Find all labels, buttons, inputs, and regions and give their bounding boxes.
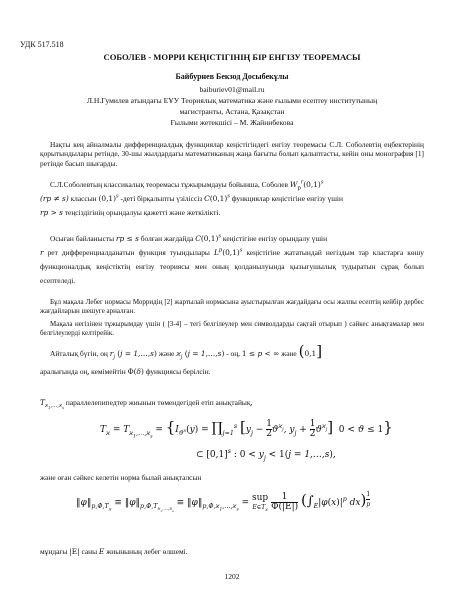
t-kappa-set-symbol: $T_{ϰ_1,\dots,ϰ_s}$	[40, 398, 65, 411]
p2-text-b: классын	[70, 194, 97, 203]
p3-text-d: рет дифференциалданатын функция туындылары	[47, 248, 210, 257]
p2-text-e: теңсіздігінің орындалуы қажетті және жеткілікті.	[64, 208, 221, 217]
p6-text-c: - оң,	[226, 349, 240, 358]
paragraph-parallelepipeds	[40, 398, 424, 409]
p3-text-b: болған жағдайда	[140, 234, 194, 243]
paragraph-embedding-question	[40, 232, 424, 288]
p-range-formula: 1 ≤ p < ∞	[241, 349, 280, 358]
udc-code: УДК 517.518	[20, 40, 64, 49]
parallelepiped-definition-formula: $T_ϰ = T_{ϰ_1,\dots,ϰ_s} = \{I_{ϑ^ϰ}(y)$ = $\prod_{j=1}^s$ [$y_j$ − $\frac{1}{2}$ $ϑ^{ϰ_j}$, $y_j$ + $\frac{1}{2}$ $ϑ^{ϰ_j}$] 0 < ϑ ≤ 1}	[100, 418, 393, 440]
p6-text-b: және	[158, 349, 175, 358]
sobolev-space-formula: $W_p^r(0,1)^s$	[289, 179, 324, 192]
paper-title: СОБОЛЕВ - МОРРИ КЕҢІСТІГІНІҢ БІР ЕНГІЗУ ТЕОРЕМАСЫ	[103, 52, 361, 62]
continuous-space-formula-2: $C(0,1)^s$	[195, 233, 222, 243]
rp-le-s-formula: rp ≤ s	[115, 234, 139, 243]
supervisor: Ғылыми жетекшісі – М. Жайнибекова	[170, 118, 294, 127]
lebesgue-space-formula: $L^p(0,1)^s$	[213, 247, 243, 257]
interval-formula: (0,1]	[298, 342, 323, 360]
abs-e-formula: |E|	[69, 547, 80, 556]
rp-neq-s-formula: (rp ≠ s)	[40, 194, 69, 203]
continuous-space-formula: $C(0,1)^s$	[204, 193, 230, 203]
paragraph-assumptions	[40, 342, 424, 381]
affiliation-line-2: магистранты, Астана, Қазақстан	[179, 107, 285, 116]
p10-text-a: мұндағы	[40, 547, 68, 556]
paragraph-sobolev-theorem	[40, 178, 424, 220]
morrey-norm-formula: $‖\varphi‖_{p,\Phi,T_ϰ}$ ≡ $‖\varphi‖_{p,\Phi,T_{ϰ_1,\dots,ϰ_s}}$ ≡ $‖\varphi‖_{p,\Phi,ϰ_1,\dots,ϰ_s}$ = sup $E\in T_ϰ$ $\frac{1}{\Phi(|E|)}$ ($\int_E|\varphi(x)|^p$ dx) $^{\frac{1}{p}}$	[76, 491, 371, 513]
p10-text-c: жиынының лебег өлшемі.	[106, 547, 188, 556]
phi-delta-formula: Φ(δ)	[127, 367, 144, 376]
page-number: 1202	[224, 572, 240, 581]
p7-text-b: функциясы берілсін.	[145, 367, 211, 376]
p3-text-c: кеңістігіне енгізу орындалу үшін	[222, 234, 328, 243]
paragraph-notation: Мақала негізінен тұжырымдау үшін ( [3-4] – тегі белгілеулер мен символдарды сақтай отырып ) сәйкес анықтамалар мен белгілеулерді келтірейік.	[40, 320, 424, 337]
p2-text-c: -деті бірқалыпты үзіліссіз	[120, 194, 203, 203]
p2-text-d: функциялар кеңістігіне енгізу үшін	[231, 194, 343, 203]
r-j-formula: $r_j$ (j = 1,…,s)	[109, 349, 157, 361]
kappa-j-formula: $ϰ_j$ (j = 1,…,s)	[176, 349, 225, 361]
rp-gt-s-formula: rp > s	[40, 208, 63, 217]
parallelepiped-constraint-formula: ⊂ $[0,1]^s$ : $0 < y_j < 1(j$ = 1,…,s),	[196, 448, 336, 462]
paragraph-intro: Нақты кең айналмалы дифференциалдық функциялар кеңістігіндегі енгізу теоремасы С.Л. Соболевтің еңбектерінің қорытындылары ретінде, 30-шы жылдардағы математиканың жаңа бағыты болып қалыптасты, кейін оны монография [1] ретінде басып шығарды.	[40, 140, 424, 168]
unit-cube-formula: $(0,1)^s$	[98, 193, 119, 203]
p2-text-a: С.Л.Соболевтың классикалық теоремасы тұжырымдауы бойынша, Соболев	[50, 180, 289, 189]
p3-text-a: Осыған байланысты	[50, 234, 115, 243]
paragraph-lebesgue-measure	[40, 547, 424, 556]
r-symbol: r	[40, 248, 44, 257]
p6-text-a: Айталық бүгін, оң	[50, 349, 108, 358]
paragraph-purpose: Бұл мақала Лебег нормасы Морридің [2] жартылай нормасына ауыстырылған жағдайдағы осы жалпы есептің кейбір дербес жағдайларын шешуге арналған.	[40, 298, 424, 315]
paragraph-norm-definition: және оған сәйкес келетін норма былай анықталсын	[40, 473, 202, 482]
p8-text: параллелепипедтер жиынын төмендегідей етіп анықтайық,	[65, 398, 253, 407]
affiliation-line-1: Л.Н.Гумилев атындағы ЕҰУ Теориялық математика және ғылыми есептеу институтының	[86, 96, 378, 105]
p3-text-e: кеңістігіне жататындай негіздым тар кластарға көшу функционалдық кеңістіктің енгізу теориясы мен оның қолданылуында қызығушылық тудыратын сұрақ болып есептеледі.	[40, 248, 424, 285]
e-set-symbol: E	[98, 547, 105, 556]
author-name: Байбурнев Бекзод Досыбекұлы	[175, 72, 289, 81]
p10-text-b: саны	[81, 547, 98, 556]
author-email: baiburiev01@mail.ru	[199, 85, 265, 94]
p7-text-a: аралығында оң, кемімейтін	[40, 367, 126, 376]
p6-text-d: және	[281, 349, 297, 358]
